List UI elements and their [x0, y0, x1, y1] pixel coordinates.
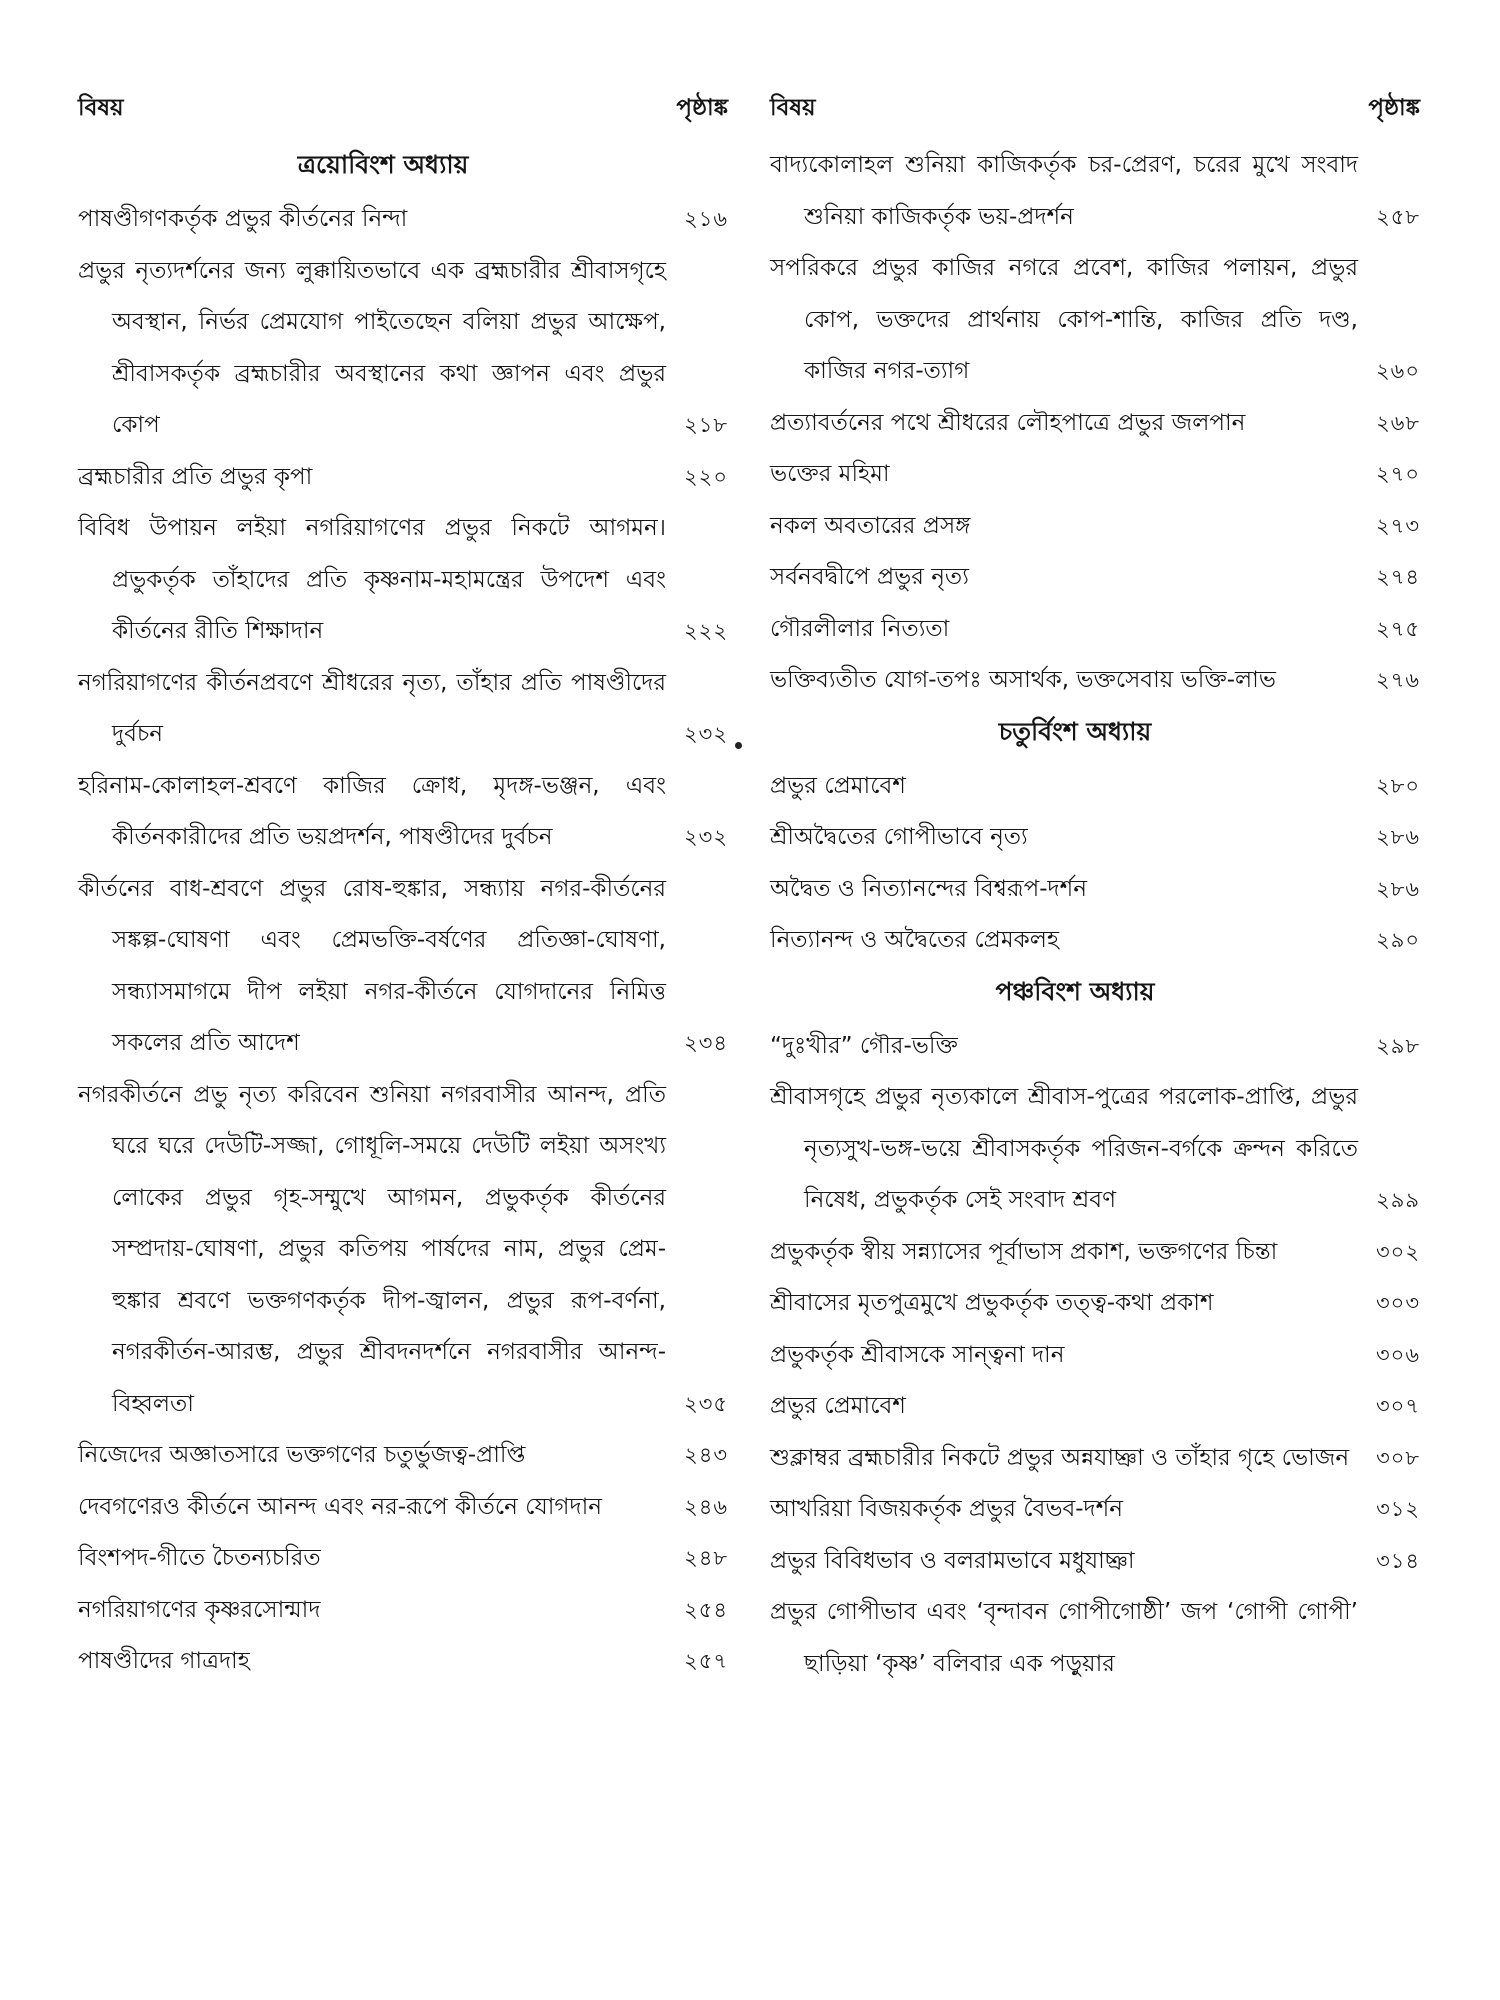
entry-page-number: ২৬০: [1376, 359, 1420, 383]
entry-subject: কীর্তনের বাধ-শ্রবণে প্রভুর রোষ-হুঙ্কার, সন্ধ্যায় নগর-কীর্তনের সঙ্কল্প-ঘোষণা এবং প্রেমভক্তি-বর্ষণের প্রতিজ্ঞা-ঘোষণা, সন্ধ্যাসমাগমে দীপ লইয়া নগর-কীর্তনে যোগদানের নিমিত্ত সকলের প্রতি আদেশ: [78, 875, 666, 1056]
right-column-header: [770, 88, 1420, 140]
entry-subject: “দুঃখীর” গৌর-ভক্তি: [770, 1032, 958, 1059]
toc-entry: [78, 761, 728, 864]
toc-entry: [78, 452, 728, 504]
entry-page-number: ৩০৭: [1376, 1394, 1420, 1418]
toc-entry: [78, 246, 728, 452]
entry-page-number: ২৫৭: [684, 1649, 728, 1673]
entry-page-number: ২১৬: [684, 207, 728, 231]
entry-page-number: ৩১২: [1376, 1497, 1420, 1521]
entry-page-number: ২৬৮: [1376, 410, 1420, 435]
entry-subject: নগরিয়াগণের কীর্তনপ্রবণে শ্রীধরের নৃত্য, তাঁহার প্রতি পাষণ্ডীদের দুর্বচন: [78, 669, 666, 747]
entry-subject: নকল অবতারের প্রসঙ্গ: [770, 512, 971, 539]
entry-subject: শ্রীঅদ্বৈতের গোপীভাবে নৃত্য: [770, 824, 1028, 850]
entry-subject: প্রভুর বিবিধভাব ও বলরামভাবে মধুযাচ্ঞা: [770, 1547, 1135, 1574]
entry-page-number: ২৭৩: [1376, 513, 1420, 538]
entry-subject: প্রভুকর্তৃক স্বীয় সন্ন্যাসের পূর্বাভাস প্রকাশ, ভক্তগণের চিন্তা: [770, 1238, 1278, 1265]
toc-entry: [770, 1072, 1420, 1227]
chapter-heading: চতুর্বিংশ অধ্যায়: [998, 716, 1152, 746]
entry-page-number: ২৮০: [1376, 773, 1420, 798]
entry-subject: আখরিয়া বিজয়কর্তৃক প্রভুর বৈভব-দর্শন: [770, 1496, 1123, 1522]
entry-page-number: ২৪৩: [684, 1443, 728, 1467]
entry-subject: শ্রীবাসের মৃতপুত্রমুখে প্রভুকর্তৃক তত্ত্ব-কথা প্রকাশ: [770, 1290, 1214, 1316]
chapter-heading: ত্রয়োবিংশ অধ্যায়: [297, 150, 469, 179]
entry-subject: প্রভুর প্রেমাবেশ: [770, 772, 906, 799]
toc-entry: [770, 761, 1420, 813]
subject-header: বিষয়: [770, 95, 816, 121]
right-column: [770, 88, 1420, 1690]
entry-subject: প্রভুকর্তৃক শ্রীবাসকে সান্ত্বনা দান: [770, 1341, 1065, 1368]
entry-subject: পাষণ্ডীদের গাত্রদাহ: [78, 1648, 250, 1674]
right-column-body: [770, 140, 1420, 1690]
entry-page-number: ২৩৫: [684, 1391, 728, 1416]
chapter-heading: পঞ্চবিংশ অধ্যায়: [995, 976, 1155, 1006]
toc-entry: [770, 655, 1420, 707]
toc-entry: [770, 1381, 1420, 1433]
entry-subject: ভক্তের মহিমা: [770, 461, 890, 487]
entry-page-number: ২৯০: [1376, 928, 1420, 952]
ink-dot: [735, 742, 742, 749]
entry-page-number: ২১৮: [684, 413, 728, 437]
entry-subject: নগরকীর্তনে প্রভু নৃত্য করিবেন শুনিয়া নগরবাসীর আনন্দ, প্রতি ঘরে ঘরে দেউটি-সজ্জা, গোধূলি-সময়ে দেউটি লইয়া অসংখ্য লোকের প্রভুর গৃহ-সম্মুখে আগমন, প্রভুকর্তৃক কীর্তনের সম্প্রদায়-ঘোষণা, প্রভুর কতিপয় পার্ষদের নাম, প্রভুর প্রেম-হুঙ্কার শ্রবণে ভক্তগণকর্তৃক দীপ-জ্বালন, প্রভুর রূপ-বর্ণনা, নগরকীর্তন-আরম্ভ, প্রভুর শ্রীবদনদর্শনে নগরবাসীর আনন্দ-বিহ্বলতা: [78, 1081, 666, 1417]
entry-subject: শ্রীবাসগৃহে প্রভুর নৃত্যকালে শ্রীবাস-পুত্রের পরলোক-প্রাপ্তি, প্রভুর নৃত্যসুখ-ভঙ্গ-ভয়ে শ্রীবাসকর্তৃক পরিজন-বর্গকে ক্রন্দন করিতে নিষেধ, প্রভুকর্তৃক সেই সংবাদ শ্রবণ: [770, 1084, 1358, 1213]
toc-entry: [770, 398, 1420, 450]
toc-entry: [770, 1587, 1420, 1690]
entry-subject: প্রত্যাবর্তনের পথে শ্রীধরের লৌহপাত্রে প্রভুর জলপান: [770, 409, 1246, 436]
entry-page-number: ২৮৬: [1376, 876, 1420, 901]
entry-page-number: ২৭৬: [1376, 668, 1420, 692]
entry-page-number: ২৪৮: [684, 1546, 728, 1570]
entry-subject: প্রভুর নৃত্যদর্শনের জন্য লুক্কায়িতভাবে এক ব্রহ্মচারীর শ্রীবাসগৃহে অবস্থান, নির্ভর প্রেমযোগ পাইতেছেন বলিয়া প্রভুর আক্ষেপ, শ্রীবাসকর্তৃক ব্রহ্মচারীর অবস্থানের কথা জ্ঞাপন এবং প্রভুর কোপ: [78, 257, 666, 438]
entry-page-number: ২৪৬: [684, 1494, 728, 1519]
toc-entry: [770, 812, 1420, 864]
entry-subject: বিবিধ উপায়ন লইয়া নগরিয়াগণের প্রভুর নিকটে আগমন। প্রভুকর্তৃক তাঁহাদের প্রতি কৃষ্ণনাম-মহামন্ত্রের উপদেশ এবং কীর্তনের রীতি শিক্ষাদান: [78, 515, 666, 644]
toc-entry: [770, 1330, 1420, 1382]
entry-subject: প্রভুর গোপীভাব এবং ‘বৃন্দাবন গোপীগোষ্ঠী’ জপ ‘গোপী গোপী’ ছাড়িয়া ‘কৃষ্ণ’ বলিবার এক পড়ুয়ার: [770, 1599, 1358, 1677]
toc-entry: [770, 501, 1420, 553]
entry-subject: প্রভুর প্রেমাবেশ: [770, 1393, 906, 1419]
toc-entry: [78, 503, 728, 658]
entry-page-number: ২২০: [684, 464, 728, 489]
toc-entry: [78, 1482, 728, 1534]
entry-subject: নগরিয়াগণের কৃষ্ণরসোন্মাদ: [78, 1596, 321, 1623]
toc-entry: [770, 449, 1420, 501]
entry-subject: বিংশপদ-গীতে চৈতন্যচরিত: [78, 1545, 321, 1571]
entry-page-number: ৩০৮: [1376, 1445, 1420, 1470]
subject-header: বিষয়: [78, 95, 124, 121]
entry-page-number: ৩০৩: [1376, 1291, 1420, 1315]
entry-page-number: ২৮৬: [1376, 825, 1420, 849]
entry-page-number: ৩১৪: [1376, 1548, 1420, 1573]
entry-page-number: ২৭৪: [1376, 565, 1420, 589]
toc-entry: [78, 658, 728, 761]
toc-entry: [78, 864, 728, 1070]
entry-subject: অদ্বৈত ও নিত্যানন্দের বিশ্বরূপ-দর্শন: [770, 875, 1087, 902]
toc-entry: [770, 552, 1420, 604]
entry-page-number: ২৩৪: [684, 1031, 728, 1055]
entry-subject: শুক্লাম্বর ব্রহ্মচারীর নিকটে প্রভুর অন্নযাচ্ঞা ও তাঁহার গৃহে ভোজন: [770, 1444, 1350, 1471]
entry-subject: দেবগণেরও কীর্তনে আনন্দ এবং নর-রূপে কীর্তনে যোগদান: [78, 1493, 602, 1520]
toc-entry: [770, 243, 1420, 398]
toc-entry: [770, 915, 1420, 967]
toc-entry: [78, 1430, 728, 1482]
page-number-header: পৃষ্ঠাঙ্ক: [676, 95, 728, 121]
toc-entry: [770, 1227, 1420, 1279]
entry-page-number: ২৩২: [684, 825, 728, 849]
entry-subject: সপরিকরে প্রভুর কাজির নগরে প্রবেশ, কাজির পলায়ন, প্রভুর কোপ, ভক্তদের প্রার্থনায় কোপ-শান্তি, কাজির প্রতি দণ্ড, কাজির নগর-ত্যাগ: [770, 255, 1358, 384]
entry-subject: ভক্তিব্যতীত যোগ-তপঃ অসার্থক, ভক্তসেবায় ভক্তি-লাভ: [770, 667, 1276, 693]
toc-entry: [770, 1021, 1420, 1073]
left-column: [78, 88, 728, 1688]
entry-page-number: ২৫৮: [1376, 204, 1420, 229]
entry-subject: সর্বনবদ্বীপে প্রভুর নৃত্য: [770, 564, 969, 590]
toc-entry: [770, 864, 1420, 916]
entry-page-number: ২৯৯: [1376, 1188, 1420, 1212]
entry-subject: হরিনাম-কোলাহল-শ্রবণে কাজির ক্রোধ, মৃদঙ্গ-ভঞ্জন, এবং কীর্তনকারীদের প্রতি ভয়প্রদর্শন, পাষণ্ডীদের দুর্বচন: [78, 772, 666, 850]
entry-page-number: ২৯৮: [1376, 1033, 1420, 1058]
toc-entry: [78, 1533, 728, 1585]
toc-entry: [770, 1536, 1420, 1588]
entry-page-number: ২৭৫: [1376, 616, 1420, 641]
toc-entry: [78, 1636, 728, 1688]
toc-entry: [770, 1484, 1420, 1536]
toc-entry: [770, 1278, 1420, 1330]
toc-entry: [770, 140, 1420, 243]
left-column-header: [78, 88, 728, 140]
entry-page-number: ২৭০: [1376, 462, 1420, 486]
entry-subject: গৌরলীলার নিত্যতা: [770, 615, 950, 642]
entry-page-number: ৩০২: [1376, 1239, 1420, 1264]
entry-page-number: ৩০৬: [1376, 1342, 1420, 1367]
left-column-body: [78, 140, 728, 1688]
entry-page-number: ২২২: [684, 619, 728, 643]
entry-subject: পাষণ্ডীগণকর্তৃক প্রভুর কীর্তনের নিন্দা: [78, 206, 408, 232]
toc-entry: [770, 1433, 1420, 1485]
toc-entry: [78, 1070, 728, 1431]
page-number-header: পৃষ্ঠাঙ্ক: [1368, 95, 1420, 121]
toc-entry: [78, 1585, 728, 1637]
toc-entry: [770, 604, 1420, 656]
entry-page-number: ২৩২: [684, 722, 728, 746]
entry-subject: নিজেদের অজ্ঞাতসারে ভক্তগণের চতুর্ভুজত্ব-প্রাপ্তি: [78, 1442, 526, 1468]
entry-subject: ব্রহ্মচারীর প্রতি প্রভুর কৃপা: [78, 463, 313, 490]
entry-subject: বাদ্যকোলাহল শুনিয়া কাজিকর্তৃক চর-প্রেরণ, চরের মুখে সংবাদ শুনিয়া কাজিকর্তৃক ভয়-প্রদর্শন: [770, 152, 1358, 230]
toc-entry: [78, 194, 728, 246]
entry-subject: নিত্যানন্দ ও অদ্বৈতের প্রেমকলহ: [770, 927, 1059, 953]
entry-page-number: ২৫৪: [684, 1597, 728, 1622]
